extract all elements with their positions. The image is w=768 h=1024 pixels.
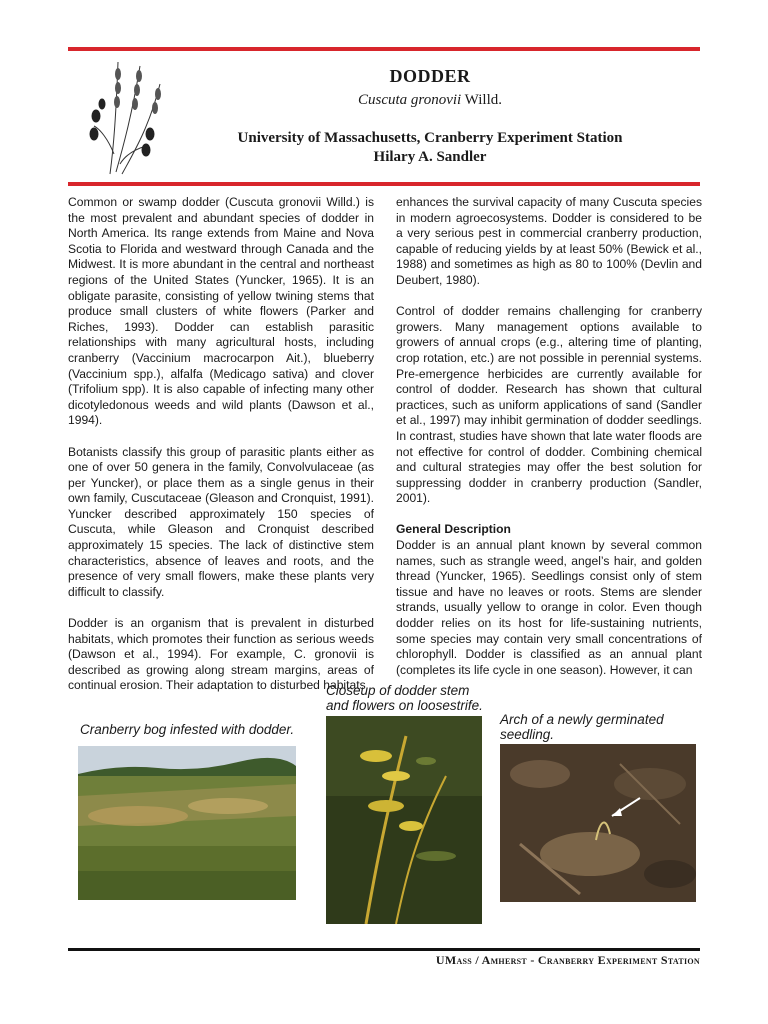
- species-name: [170, 92, 690, 109]
- photo-caption-closeup: Closeup of dodder stem and flowers on loosestrife.: [326, 683, 483, 713]
- species-italic: Cuscuta gronovii: [358, 92, 462, 108]
- seedling-photo: [500, 744, 696, 902]
- section-heading: General Description: [396, 522, 511, 537]
- affiliation-block: [170, 129, 690, 167]
- footer-text: UMass / Amherst - Cranberry Experiment Station: [435, 953, 700, 967]
- photo-caption-bog: Cranberry bog infested with dodder.: [80, 722, 295, 737]
- affiliation: University of Massachusetts, Cranberry Experiment Station: [237, 130, 623, 146]
- dodder-closeup-photo: [326, 716, 482, 924]
- dodder-plant-illustration: [80, 54, 170, 179]
- paragraph: Control of dodder remains challenging for cranberry growers. Many management options available to growers of annual crops (e.g., altering time of planting, crop rotation, etc.) are not possible in perennial systems. Pre-emergence herbicides are currently available for control of dodder. Research has shown that cultural practices, such as uniform applications of sand (Sandler et al., 1997) may inhibit germination of dodder seedlings. In contrast, studies have shown that late water floods are not effective for control of dodder. Combining chemical and cultural strategies may offer the best solution for suppressing dodder in cranberry production (Sandler, 2001).: [396, 304, 702, 506]
- paragraph: Botanists classify this group of parasitic plants either as one of over 50 genera in the family, Convolvulaceae (as per Yuncker), or place them as a single genus in their own family, Cuscutaceae (Gleason and Cronquist, 1991). Yuncker described approximately 150 species of Cuscuta, while Gleason and Cronquist described approximately 15 species. The lack of distinctive stem characteristics, absence of leaves and roots, and the presence of very small flowers, make these plants very difficult to classify.: [68, 444, 374, 599]
- cranberry-bog-photo: [78, 746, 296, 900]
- paragraph: enhances the survival capacity of many Cuscuta species in modern agroecosystems. Dodder is considered to be a very serious pest in commercial cranberry production, capable of reducing yields by at least 50% (Bewick et al., 1988) and sometimes as high as 80 to 100% (Devlin and Deubert, 1980).: [396, 195, 702, 287]
- right-column: [396, 195, 702, 678]
- header-bottom-rule: [68, 182, 700, 186]
- left-column: [68, 195, 374, 694]
- header-top-rule: [68, 47, 700, 51]
- author: Hilary A. Sandler: [373, 149, 487, 165]
- footer-rule: [68, 948, 700, 951]
- paragraph: Dodder is an annual plant known by several common names, such as strangle weed, angel’s hair, and golden thread (Yuncker, 1965). Seedlings consist only of stem tissue and have no leaves or roots. Stems are slender strands, usually yellow to orange in color. Even though dodder relies on its host for life-sustaining nutrients, some species may contain very small concentrations of chlorophyll. Dodder is classified as an annual plant (completes its life cycle in one season). However, it can: [396, 538, 702, 677]
- title-block: [170, 66, 690, 167]
- species-author: Willd.: [461, 92, 502, 108]
- page-title: DODDER: [389, 66, 471, 86]
- photo-caption-seedling: Arch of a newly germinated seedling.: [500, 712, 664, 742]
- paragraph: Dodder is an organism that is prevalent in disturbed habitats, which promotes their function as serious weeds (Dawson et al., 1994). For example, C. gronovii is described as growing along stream margins, areas of continual erosion. Their adaptation to disturbed habitats: [68, 616, 374, 693]
- paragraph: Common or swamp dodder (Cuscuta gronovii Willd.) is the most prevalent and abundant species of dodder in North America. Its range extends from Maine and Nova Scotia to Florida and westward through Canada and the Midwest. It is more abundant in the central and northeast regions of the United States (Yuncker, 1965). It is an obligate parasite, consisting of yellow twining stems that produce small clusters of white flowers (Parker and Riches, 1993). Dodder can establish parasitic relationships with many agricultural hosts, including cranberry (Vaccinium macrocarpon Ait.), blueberry (Vaccinium spp.), alfalfa (Medicago sativa) and clover (Trifolium spp). It is also capable of infecting many other dicotyledonous weeds and wild plants (Dawson et al., 1994).: [68, 195, 374, 428]
